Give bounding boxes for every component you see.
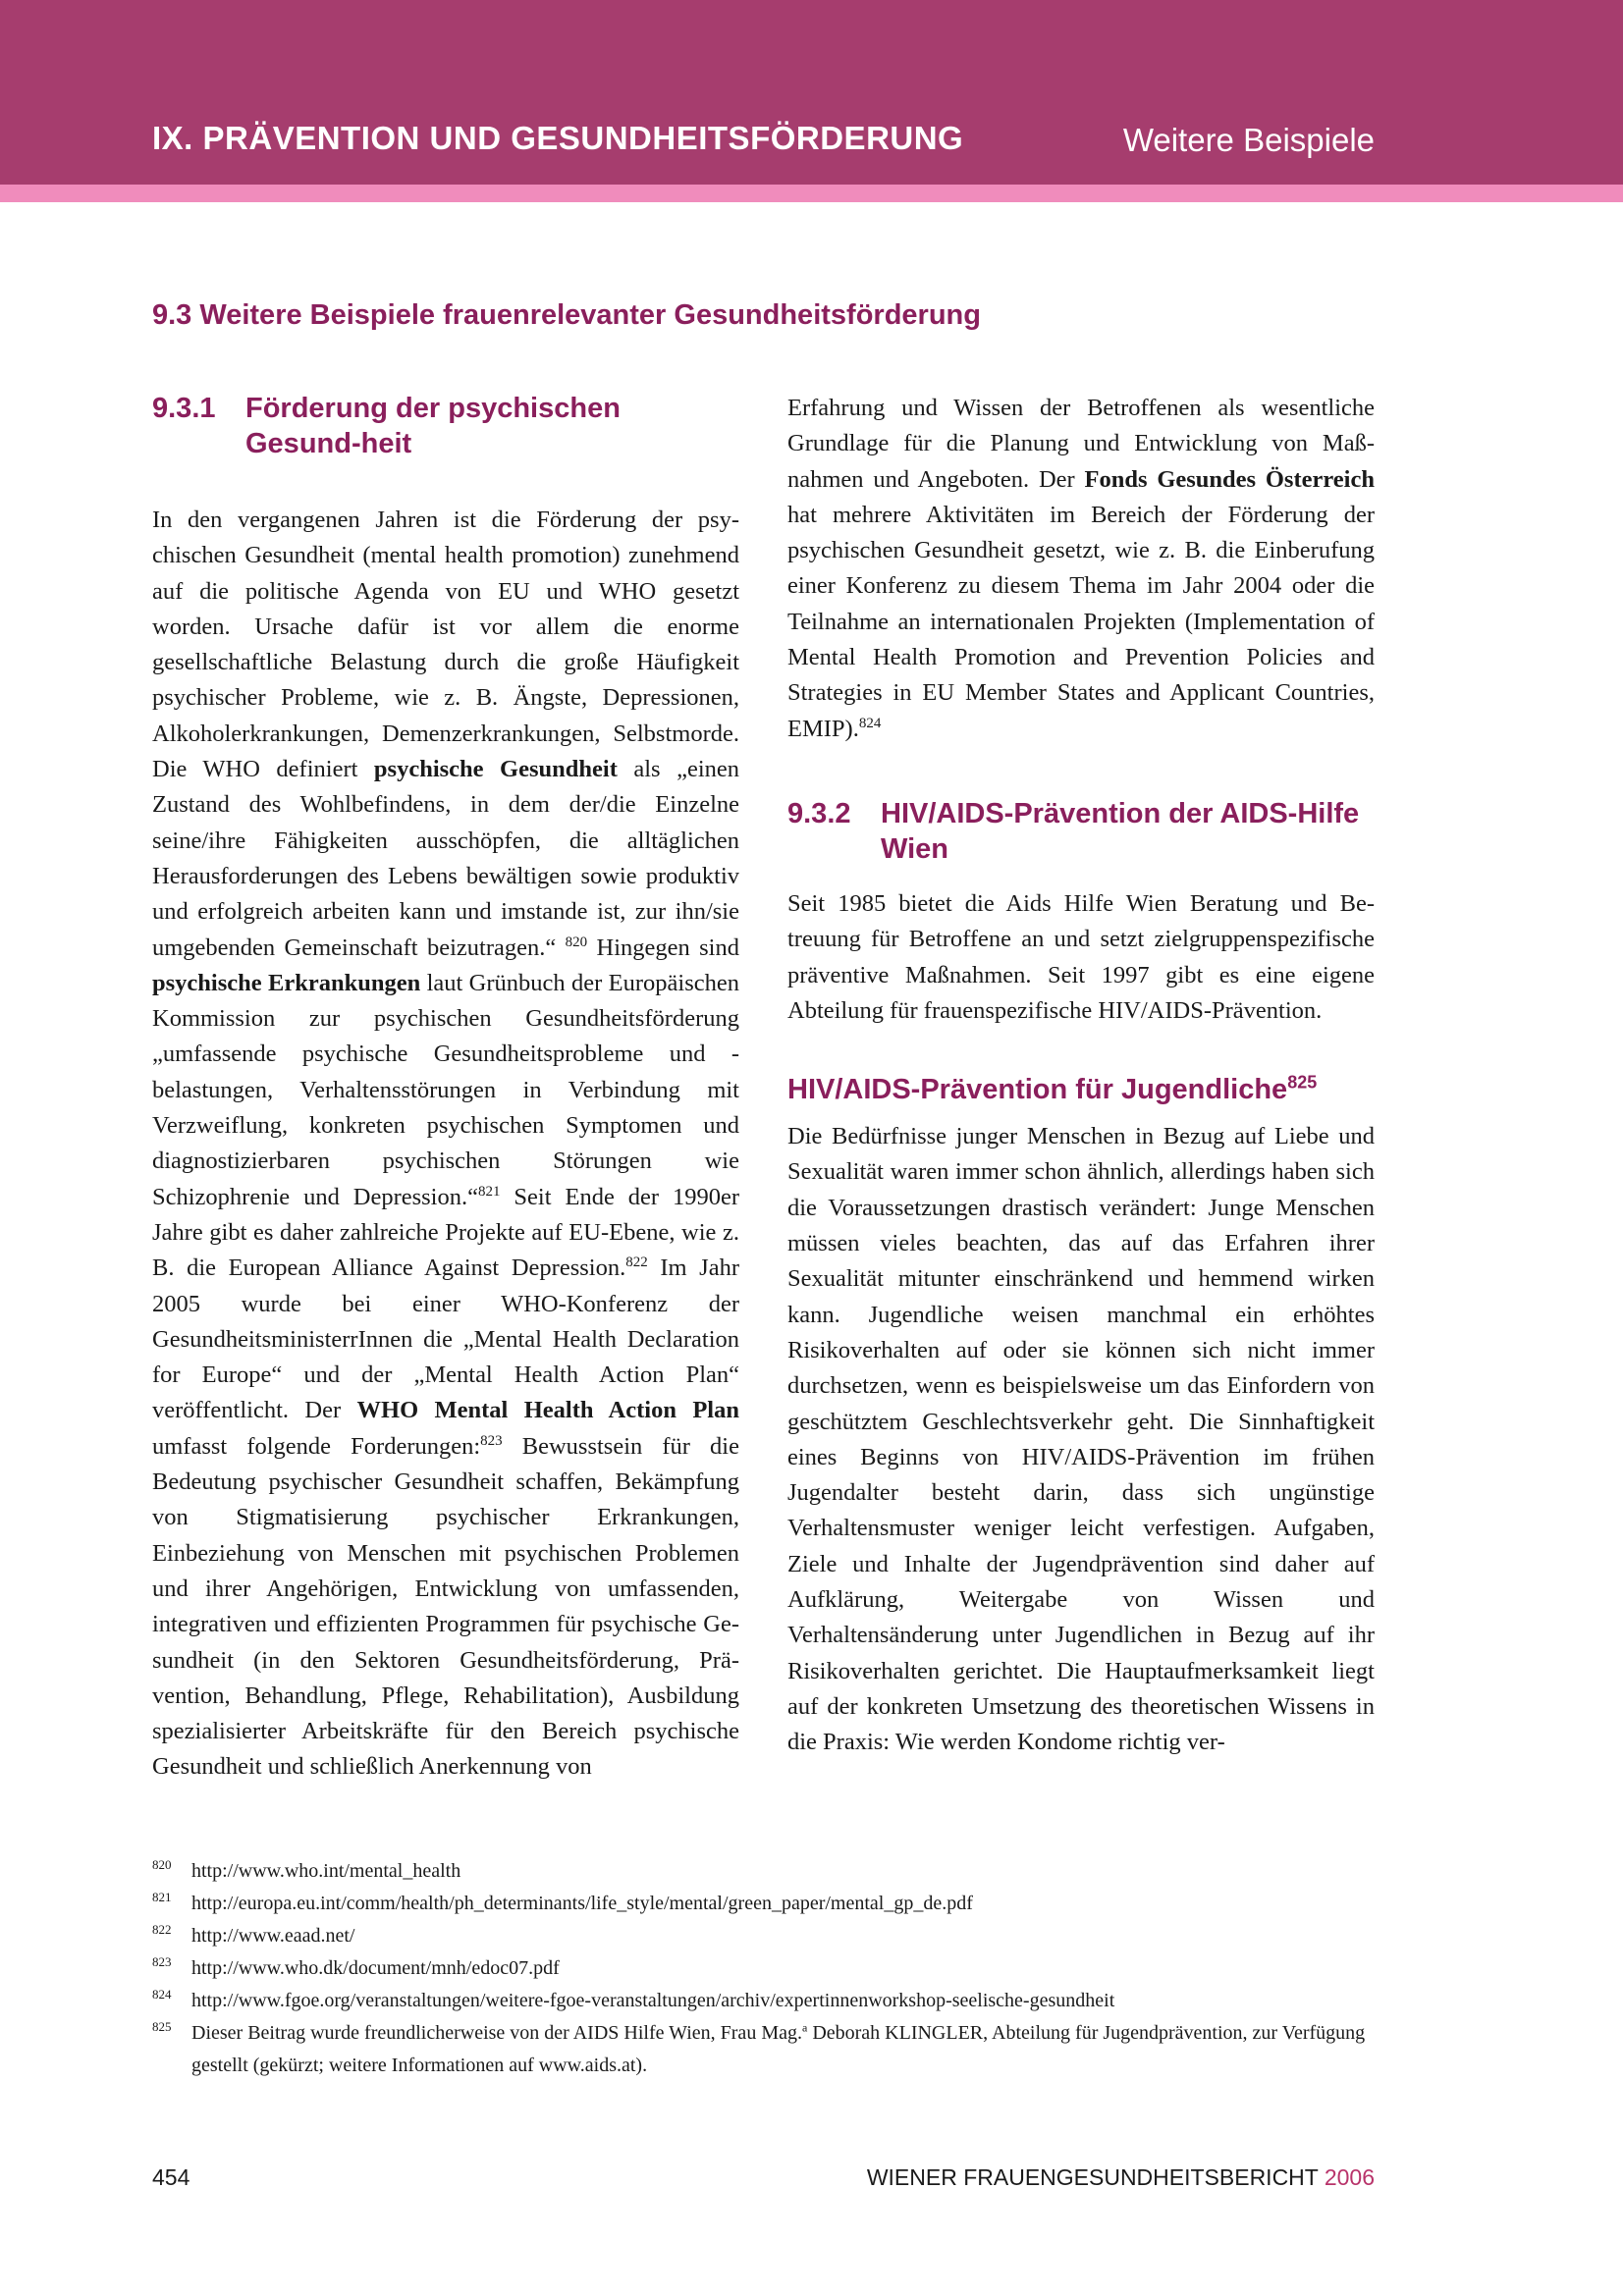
page-number: 454 [152,2164,190,2190]
subsection-number-1: 9.3.1 [152,393,216,424]
right-column [787,391,1375,1761]
subheading-youth-prevention: HIV/AIDS-Prävention für Jugendliche$^{825}$ [787,1072,1318,1106]
footnote-ref: 821 [478,1183,501,1200]
header-accent-strip [0,185,1623,202]
section-tag: Weitere Beispiele [1122,122,1375,158]
subsection-title-2: HIV/AIDS-Prävention der AIDS-Hilfe Wien [881,797,1360,865]
footnote-ref: 825 [1287,1072,1318,1093]
paragraph-youth: Die Bedürfnisse junger Menschen in Bezug auf Liebe und Sexualität waren immer schon ähnlich, allerdings haben sich die Voraussetzungen drastisch verändert: Junge Menschen müssen vieles beachten, das auf das Erfahren ihrer Sexualität mitunter einschränkend und hemmend wirken kann. Jugendliche weisen manchmal ein erhöhtes Risikoverhalten auf oder sie können sich nicht immer durchsetzen, wenn es beispielsweise um das Einfordern von geschütztem Geschlechtsverkehr geht. Die Sinnhaftigkeit eines Beginns von HIV/AIDS-Prävention im frühen Jugendalter besteht darin, dass sich ungünstige Verhaltensmuster weniger leicht verfestigen. Aufgaben, Ziele und Inhalte der Jugendprävention sind daher auf Aufklärung, Weitergabe von Wissen und Verhaltensänderung unter Jugendlichen in Bezug auf ihr Risikoverhalten gerichtet. Die Hauptaufmerksamkeit liegt auf der konkreten Umsetzung des theoretischen Wissens in die Praxis: Wie werden Kondome richtig ver- [787,1123,1375,1756]
section-heading: 9.3 Weitere Beispiele frauenrelevanter Gesundheitsförderung [152,299,981,331]
footnote: 823 http://www.who.dk/document/mnh/edoc07.pdf [152,1954,560,1979]
paragraph-aids-hilfe: Seit 1985 bietet die Aids Hilfe Wien Beratung und Betreuung für Betroffene an und setzt zielgruppenspezifische präventive Maßnahmen. Seit 1997 gibt es eine eigene Abteilung für frauenspezifische HIV/AIDS-Prävention. [787,889,1375,1024]
paragraph-fgoe: Erfahrung und Wissen der Betroffenen als wesentliche Grundlage für die Planung und Entwicklung von Maßnahmen und Angeboten. Der Fonds Gesundes Österreich hat mehrere Aktivitäten im Bereich der Förderung der psychischen Gesundheit gesetzt, wie z. B. die Einberufung einer Konferenz zu diesem Thema im Jahr 2004 oder die Teilnahme an internationalen Projekten (Implementation of Mental Health Promotion and Prevention Policies and Strategies in EU Member States and Applicant Countries, EMIP).$^{824}$ [787,395,1375,742]
footnote: 821 http://europa.eu.int/comm/health/ph_determinants/life_style/mental/green_paper/mental_gp_de.pdf [152,1890,973,1914]
subsection-heading-1 [152,391,739,461]
footnote: 820 http://www.who.int/mental_health [152,1857,461,1882]
subsection-number-2: 9.3.2 [787,797,851,829]
report-title: WIENER FRAUENGESUNDHEITSBERICHT 2006 [866,2164,1375,2190]
footnote-ref: 823 [480,1432,503,1449]
left-column [152,391,739,1786]
subsection-title-1: Förderung der psychischen Gesund-heit [245,393,621,459]
report-year: 2006 [1324,2164,1375,2190]
paragraph-mental-health: In den vergangenen Jahren ist die Förderung der psychischen Gesundheit (mental health promotion) zunehmend auf die politische Agenda von EU und WHO gesetzt worden. Ursache dafür ist vor allem die enorme gesellschaftliche Belastung durch die große Häufigkeit psychischer Probleme, wie z. B. Ängste, Depressionen, Alkoholerkrankungen, Demenzerkrankungen, Selbstmorde. Die WHO definiert psychische Gesundheit als „einen Zustand des Wohlbefindens, in dem der/die Einzelne seine/ihre Fähigkeiten ausschöpfen, die alltäglichen Herausforderungen des Lebens bewältigen sowie produktiv und erfolgreich arbeiten kann und imstande ist, zur ihn/sie umgebenden Gemeinschaft beizutragen.“ $^{820}$ Hingegen sind psychische Erkrankungen laut Grünbuch der Europäischen Kommission zur psychischen Gesundheitsförderung „umfassende psychische Gesundheitsprobleme und -belastungen, Verhaltensstörungen in Verbindung mit Verzweiflung, konkreten psychischen Symptomen und diagnostizierbaren psychischen Störungen wie Schizophrenie und Depression.“$^{821}$ Seit Ende der 1990er Jahre gibt es daher zahlreiche Projekte auf EU-Ebene, wie z. B. die European Alliance Against Depression.$^{822}$ Im Jahr 2005 wurde bei einer WHO-Konferenz der GesundheitsministerrInnen die „Mental Health Declaration for Europe“ und der „Mental Health Action Plan“ veröffentlicht. Der WHO Mental Health Action Plan umfasst folgende Forderungen:$^{823}$ Bewusstsein für die Bedeutung psychischer Gesundheit schaffen, Bekämpfung von Stigmatisierung psychischer Erkrankungen, Einbeziehung von Menschen mit psychischen Problemen und ihrer Angehörigen, Entwicklung von umfassenden, integrativen und effizienten Programmen für psychische Gesundheit (in den Sektoren Gesundheitsförderung, Prävention, Behandlung, Pflege, Rehabilitation), Ausbildung spezialisierter Arbeitskräfte für den Bereich psychische Gesundheit und schließlich Anerkennung von [152,507,739,1781]
footnote-ref: 822 [625,1255,648,1271]
footnote-ref: 824 [858,715,882,731]
chapter-title: IX. PRÄVENTION UND GESUNDHEITSFÖRDERUNG [152,120,964,156]
footnotes [152,1855,1380,2082]
subsection-heading-2 [787,796,1375,867]
footnote: 825 Dieser Beitrag wurde freundlicherweise von der AIDS Hilfe Wien, Frau Mag.$^a$ Deborah KLINGLER, Abteilung für Jugendprävention, zur Verfügung gestellt (gekürzt; weitere Informationen auf www.aids.at). [152,2019,1366,2076]
footnote: 822 http://www.eaad.net/ [152,1922,355,1947]
footnote-ref: 820 [565,934,588,950]
footnote: 824 http://www.fgoe.org/veranstaltungen/weitere-fgoe-veranstaltungen/archiv/expertinnenworkshop-seelische-gesundheit [152,1987,1115,2011]
